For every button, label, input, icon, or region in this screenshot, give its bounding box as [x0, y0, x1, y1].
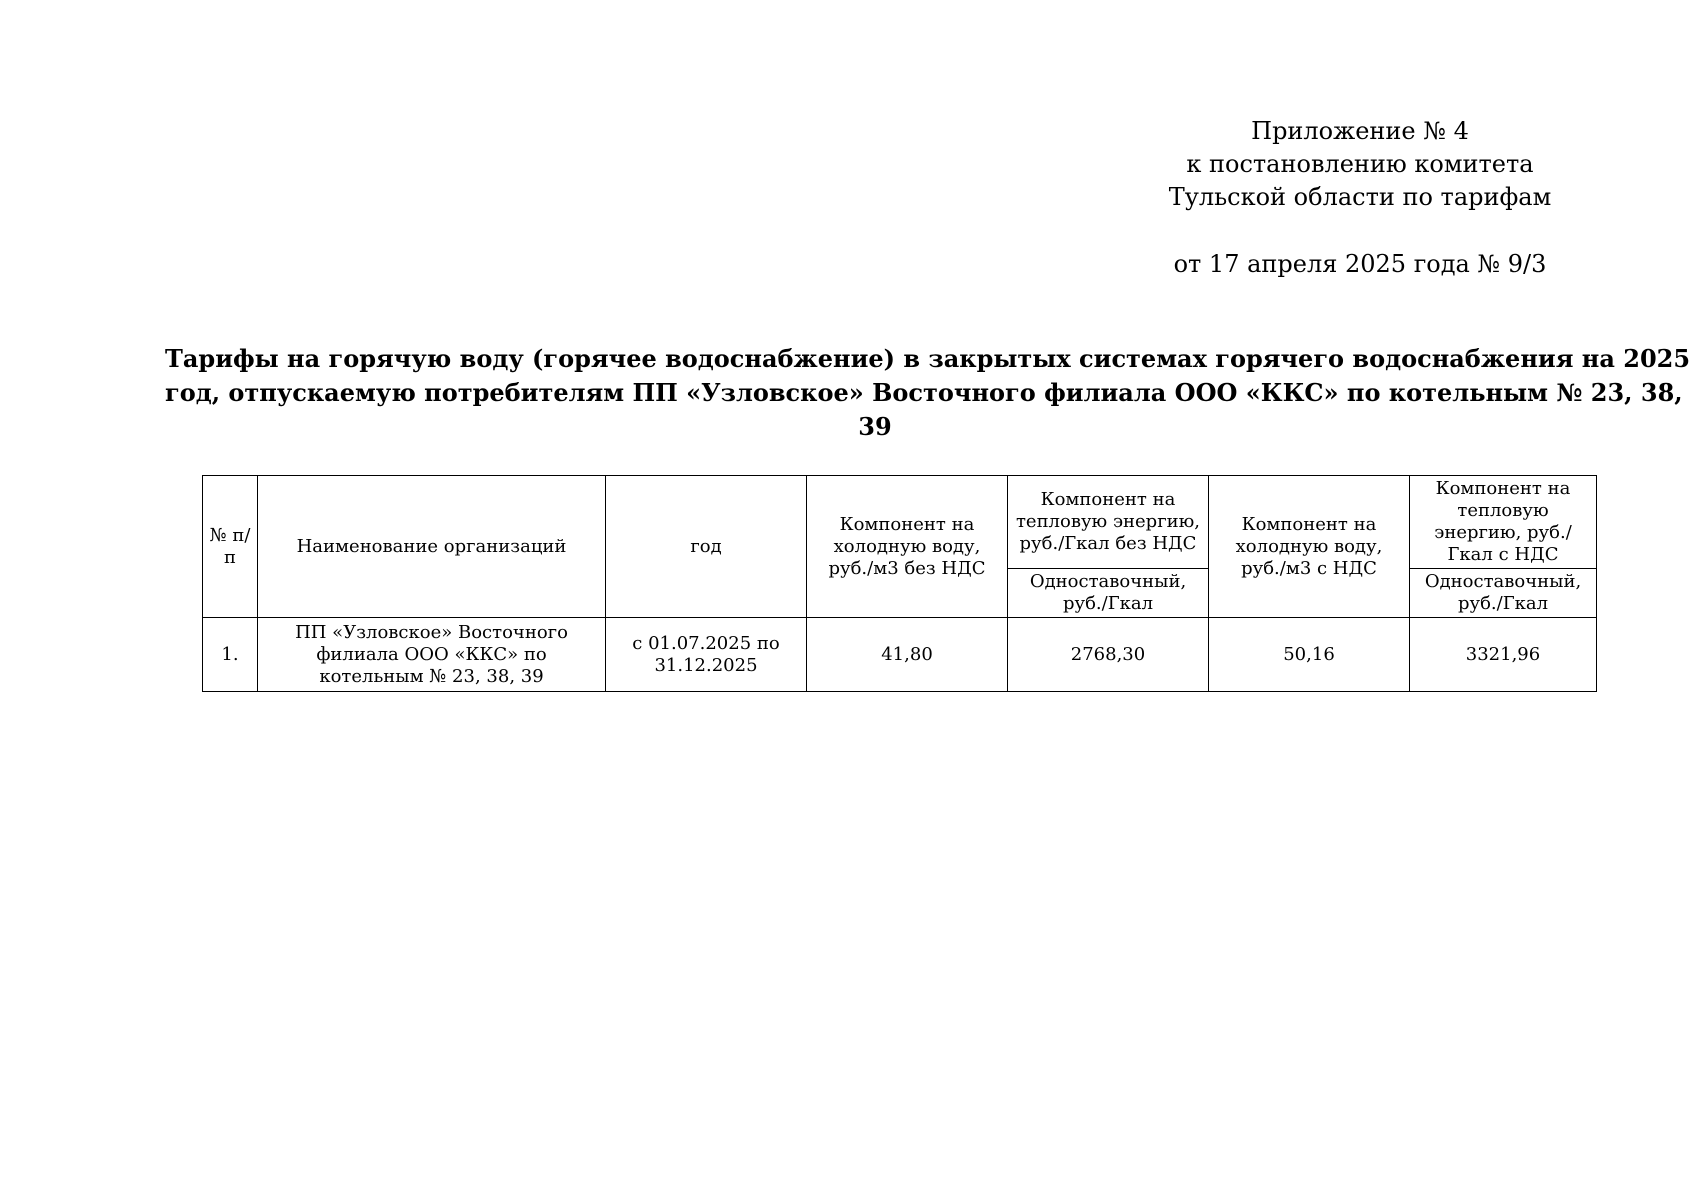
title-line: Тарифы на горячую воду (горячее водоснабжение) в закрытых системах горячего водоснабжения на 2025	[165, 344, 1691, 373]
cell-org-name: ПП «Узловское» Восточного филиала ООО «ККС» по котельным № 23, 38, 39	[258, 618, 606, 692]
cell-year: с 01.07.2025 по 31.12.2025	[606, 618, 807, 692]
table-header-row	[203, 476, 1597, 569]
header-cold-vat: Компонент на холодную воду, руб./м3 с НДС	[1209, 476, 1410, 618]
table-row	[203, 618, 1597, 692]
cell-cold-no-vat: 41,80	[807, 618, 1008, 692]
header-year: год	[606, 476, 807, 618]
appendix-date: от 17 апреля 2025 года № 9/3	[1173, 250, 1547, 278]
subheader-heat-no-vat: Одноставочный, руб./Гкал	[1008, 569, 1209, 618]
header-heat-vat: Компонент на тепловую энергию, руб./Гкал с НДС	[1410, 476, 1597, 569]
cell-heat-no-vat: 2768,30	[1008, 618, 1209, 692]
document-title	[165, 342, 1691, 444]
appendix-line: к постановлению комитета	[1186, 150, 1534, 178]
subheader-heat-vat: Одноставочный, руб./Гкал	[1410, 569, 1597, 618]
header-heat-no-vat: Компонент на тепловую энергию, руб./Гкал без НДС	[1008, 476, 1209, 569]
header-org-name: Наименование организаций	[258, 476, 606, 618]
appendix-block	[1150, 115, 1570, 214]
cell-num: 1.	[203, 618, 258, 692]
appendix-line: Тульской области по тарифам	[1168, 183, 1552, 211]
header-num: № п/п	[203, 476, 258, 618]
title-line: год, отпускаемую потребителям ПП «Узловское» Восточного филиала ООО «ККС» по котельным № 23, 38,	[165, 378, 1683, 407]
appendix-line: Приложение № 4	[1251, 117, 1469, 145]
header-cold-no-vat: Компонент на холодную воду, руб./м3 без НДС	[807, 476, 1008, 618]
title-line: 39	[858, 412, 892, 441]
cell-heat-vat: 3321,96	[1410, 618, 1597, 692]
tariffs-table	[202, 475, 1597, 692]
cell-cold-vat: 50,16	[1209, 618, 1410, 692]
